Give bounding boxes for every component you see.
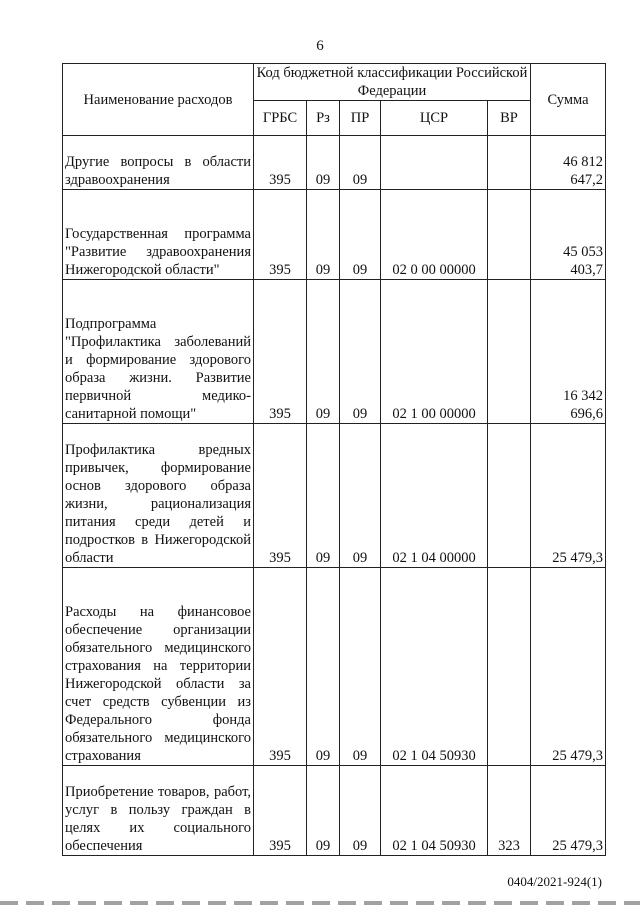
header-rz: Рз (307, 101, 340, 136)
row-name: Расходы на финансовое обеспечение организации обязательного медицинского страхования на территории Нижегородской области за счет средств субвенции из Федерального фонда обязательного медицинского страхования (63, 568, 254, 766)
row-vr: 323 (488, 766, 531, 856)
row-csr: 02 1 04 50930 (381, 766, 488, 856)
table-header-row (63, 64, 606, 101)
header-vr: ВР (488, 101, 531, 136)
row-vr (488, 190, 531, 280)
row-grbs: 395 (254, 190, 307, 280)
row-sum: 25 479,3 (531, 424, 606, 568)
row-rz: 09 (307, 190, 340, 280)
row-pr: 09 (340, 136, 381, 190)
table-row (63, 424, 606, 568)
row-name: Профилактика вредных привычек, формирование основ здорового образа жизни, рационализация питания среди детей и подростков в Нижегородской области (63, 424, 254, 568)
table-row (63, 190, 606, 280)
row-pr: 09 (340, 766, 381, 856)
row-csr: 02 1 04 00000 (381, 424, 488, 568)
row-name: Подпрограмма "Профилактика заболеваний и формирование здорового образа жизни. Развитие первичной медико-санитарной помощи" (63, 280, 254, 424)
row-rz: 09 (307, 280, 340, 424)
table-row (63, 568, 606, 766)
table-row (63, 280, 606, 424)
scan-edge-artifact (0, 901, 640, 905)
row-sum: 25 479,3 (531, 568, 606, 766)
row-pr: 09 (340, 424, 381, 568)
header-name: Наименование расходов (63, 64, 254, 136)
row-sum: 46 812 647,2 (531, 136, 606, 190)
row-csr: 02 1 04 50930 (381, 568, 488, 766)
header-grbs: ГРБС (254, 101, 307, 136)
row-vr (488, 280, 531, 424)
row-name: Другие вопросы в области здравоохранения (63, 136, 254, 190)
row-vr (488, 568, 531, 766)
table-row (63, 136, 606, 190)
row-csr: 02 0 00 00000 (381, 190, 488, 280)
table-row (63, 766, 606, 856)
row-vr (488, 136, 531, 190)
row-sum: 25 479,3 (531, 766, 606, 856)
row-csr (381, 136, 488, 190)
row-sum: 16 342 696,6 (531, 280, 606, 424)
row-rz: 09 (307, 766, 340, 856)
row-grbs: 395 (254, 280, 307, 424)
row-pr: 09 (340, 568, 381, 766)
row-grbs: 395 (254, 766, 307, 856)
row-grbs: 395 (254, 424, 307, 568)
row-grbs: 395 (254, 568, 307, 766)
row-rz: 09 (307, 424, 340, 568)
row-pr: 09 (340, 280, 381, 424)
budget-table (62, 63, 606, 856)
row-sum: 45 053 403,7 (531, 190, 606, 280)
page-number: 6 (316, 38, 324, 54)
row-csr: 02 1 00 00000 (381, 280, 488, 424)
row-rz: 09 (307, 568, 340, 766)
header-sum: Сумма (531, 64, 606, 136)
document-code: 0404/2021-924(1) (507, 874, 602, 889)
row-name: Государственная программа "Развитие здравоохранения Нижегородской области" (63, 190, 254, 280)
header-code-group: Код бюджетной классификации Российской Федерации (254, 64, 531, 101)
row-rz: 09 (307, 136, 340, 190)
row-grbs: 395 (254, 136, 307, 190)
header-csr: ЦСР (381, 101, 488, 136)
row-vr (488, 424, 531, 568)
row-pr: 09 (340, 190, 381, 280)
row-name: Приобретение товаров, работ, услуг в пользу граждан в целях их социального обеспечения (63, 766, 254, 856)
header-pr: ПР (340, 101, 381, 136)
